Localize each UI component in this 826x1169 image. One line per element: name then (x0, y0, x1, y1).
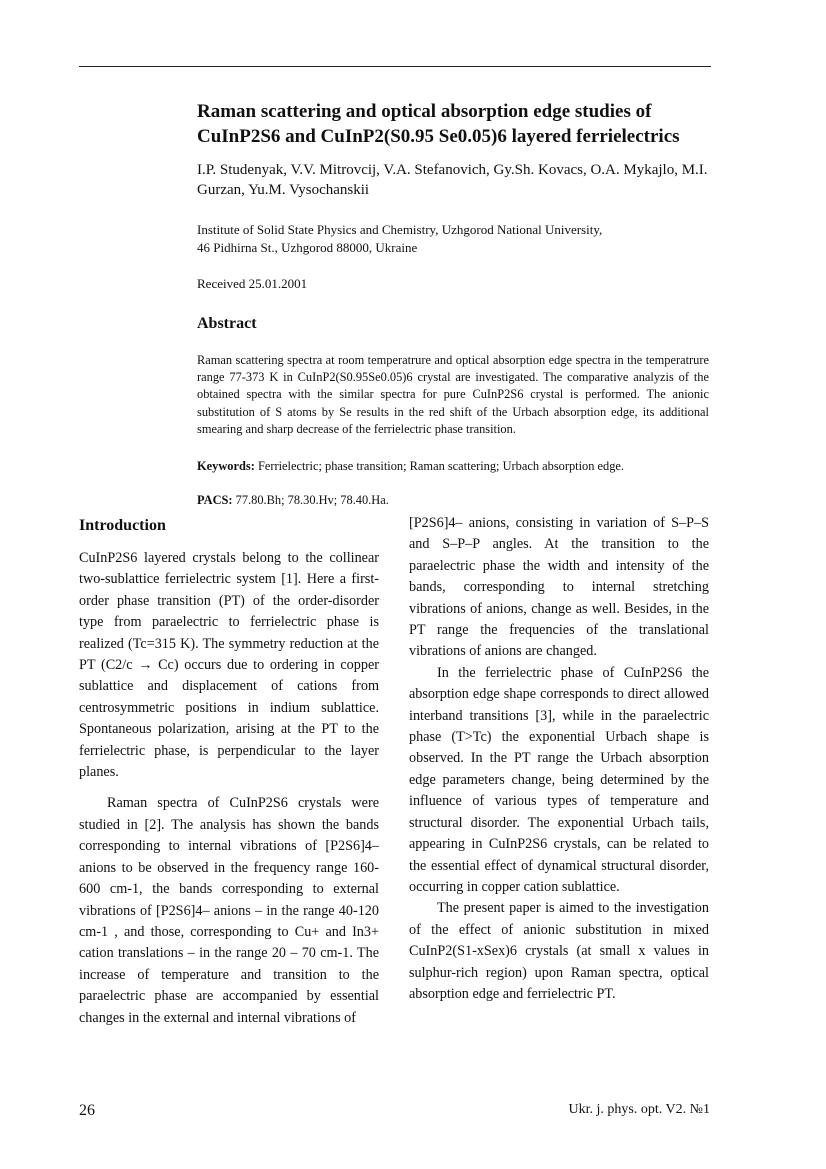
affiliation-line-2: 46 Pidhirna St., Uzhgorod 88000, Ukraine (197, 240, 418, 255)
introduction-heading: Introduction (79, 517, 166, 534)
pacs-label: PACS: (197, 493, 233, 507)
abstract-heading: Abstract (197, 315, 257, 332)
keywords (197, 458, 709, 475)
intro-paragraph-2: Raman spectra of CuInP2S6 crystals were studied in [2]. The analysis has shown the bands corresponding to internal vibrations of [P2S6]4– anions to be observed in the frequency range 160-600 cm-1, the bands corresponding to external vibrations of [P2S6]4– anions – in the range 40-120 cm-1 , and those, corresponding to Cu+ and In3+ cation translations – in the range 20 – 70 cm-1. The increase of temperature and transition to the paraelectric phase are accompanied by essential changes in the external and internal vibrations of (79, 795, 379, 1026)
abstract-text: Raman scattering spectra at room temperatrure and optical absorption edge spectra in the temperatrure range 77-373 K in CuInP2(S0.95Se0.05)6 crystal are investigated. The comparative analyzis of the obtained spectra with the similar spectra for pure CuInP2S6 crystal is performed. The anionic substitution of S atoms by Se results in the red shift of the Urbach absorption edge, its additional smearing and sharp decrease of the ferrielectric phase transition. (197, 353, 709, 436)
received-date: Received 25.01.2001 (197, 276, 308, 291)
affiliation-line-1: Institute of Solid State Physics and Chemistry, Uzhgorod National University, (197, 222, 603, 237)
journal-reference: Ukr. j. phys. opt. V2. №1 (568, 1102, 710, 1117)
keywords-label: Keywords: (197, 459, 255, 473)
right-column (409, 513, 709, 1005)
pacs (197, 492, 709, 509)
intro-paragraph-3: [P2S6]4– anions, consisting in variation of S–P–S and S–P–P angles. At the transition to the paraelectric phase the width and intensity of the bands, corresponding to internal stretching vibrations of anions, change as well. Besides, in the PT range the frequencies of the translational vibrations of anions are changed. (409, 515, 709, 660)
intro-paragraph-4: In the ferrielectric phase of CuInP2S6 the absorption edge shape corresponds to direct allowed interband transitions [3], while in the paraelectric phase (T>Tc) the exponential Urbach shape is observed. In the PT range the Urbach absorption edge parameters change, being determined by the influence of various types of temperature and structural disorder. The exponential Urbach tails, appearing in CuInP2S6 crystals, can be related to the essential effect of dynamical structural disorder, occurring in copper cation sublattice. (409, 664, 709, 895)
header-rule (79, 66, 711, 67)
paper-title: Raman scattering and optical absorption edge studies of CuInP2S6 and CuInP2(S0.95 Se0.05)6 layered ferrielectrics (197, 101, 680, 147)
left-column (79, 512, 379, 1029)
intro-paragraph-5: The present paper is aimed to the investigation of the effect of anionic substitution in mixed CuInP2(S1-xSex)6 crystals (at small x values in sulphur-rich region) upon Raman spectra, optical absorption edge and ferrielectric PT. (409, 900, 709, 1002)
pacs-text: 77.80.Bh; 78.30.Hv; 78.40.Ha. (235, 493, 389, 507)
affiliation (197, 221, 711, 257)
keywords-text: Ferrielectric; phase transition; Raman scattering; Urbach absorption edge. (257, 459, 625, 473)
intro-paragraph-1: CuInP2S6 layered crystals belong to the collinear two-sublattice ferrielectric system [1]. Here a first-order phase transition (PT) of the order-disorder type from paraelectric to ferrielectric phase is realized (Tc=315 K). The symmetry reduction at the PT (C2/c → Cc) occurs due to ordering in copper sublattice and displacement of cations from centrosymmetric positions in indium sublattice. Spontaneous polarization, arising at the PT to the ferrielectric phase, is perpendicular to the layer planes. (79, 550, 379, 781)
author-list: I.P. Studenyak, V.V. Mitrovcij, V.A. Stefanovich, Gy.Sh. Kovacs, O.A. Mykajlo, M.I. Gurzan, Yu.M. Vysochanskii (197, 162, 708, 198)
page-number: 26 (79, 1102, 95, 1119)
